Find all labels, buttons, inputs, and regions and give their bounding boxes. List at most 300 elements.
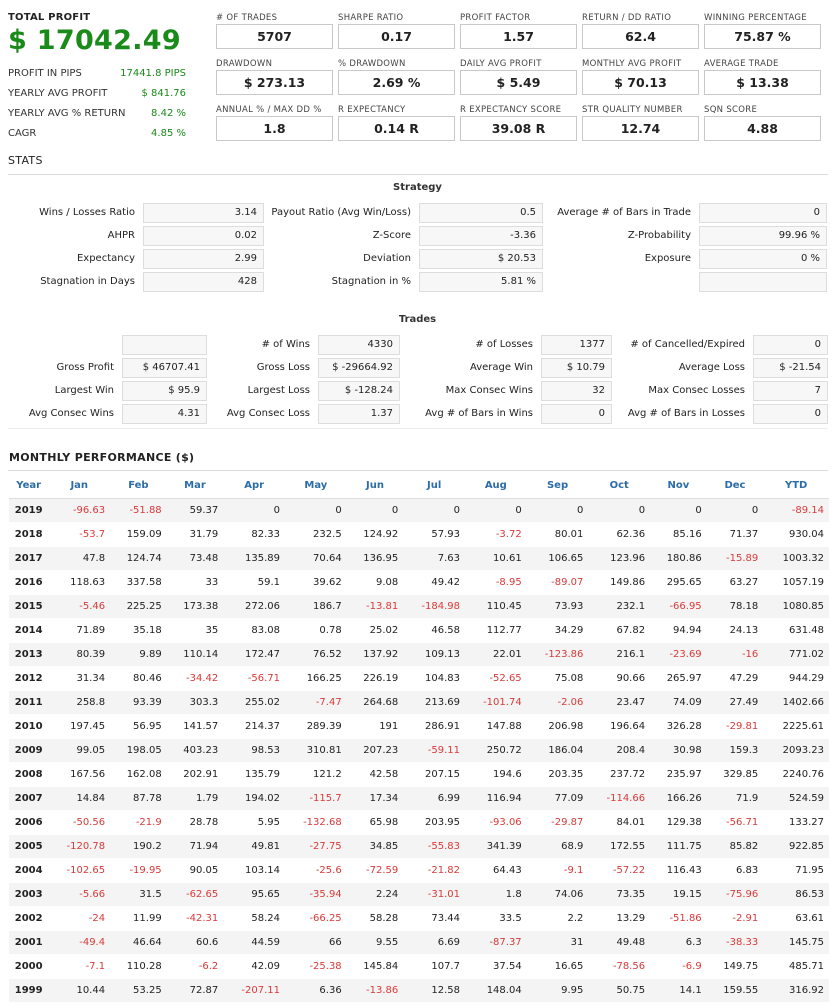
year-cell: 2017 xyxy=(9,546,48,570)
month-value-cell: -51.86 xyxy=(650,906,707,930)
month-value-cell: -9.1 xyxy=(527,858,589,882)
metric-value: 4.88 xyxy=(704,116,821,141)
month-value-cell: 250.72 xyxy=(465,738,527,762)
metric-box xyxy=(582,12,699,58)
month-value-cell: 255.02 xyxy=(223,690,285,714)
metric-label: RETURN / DD RATIO xyxy=(582,13,672,23)
metric-value: 1.8 xyxy=(216,116,333,141)
month-value-cell: 180.86 xyxy=(650,546,707,570)
trades-value xyxy=(122,335,207,355)
month-value-cell: -27.75 xyxy=(285,834,347,858)
month-value-cell: -7.1 xyxy=(48,954,110,978)
strategy-row xyxy=(0,224,835,247)
month-value-cell: 202.91 xyxy=(167,762,224,786)
month-value-cell: 197.45 xyxy=(48,714,110,738)
month-value-cell: 78.18 xyxy=(707,594,764,618)
month-value-cell: 53.25 xyxy=(110,978,167,1002)
table-row xyxy=(9,498,829,522)
strategy-cell xyxy=(549,203,827,223)
month-value-cell: -72.59 xyxy=(347,858,404,882)
strategy-value: 3.14 xyxy=(143,203,264,223)
month-value-cell: 286.91 xyxy=(403,714,465,738)
strategy-title: Strategy xyxy=(393,182,442,193)
trades-value: $ 46707.41 xyxy=(122,358,207,378)
metric-label: # OF TRADES xyxy=(216,13,278,23)
trades-label: # of Wins xyxy=(261,339,310,350)
month-value-cell: 9.95 xyxy=(527,978,589,1002)
month-value-cell: -52.65 xyxy=(465,666,527,690)
metric-value: 12.74 xyxy=(582,116,699,141)
month-value-cell: 162.08 xyxy=(110,762,167,786)
summary-stat-value: 17441.8 PIPS xyxy=(120,68,186,79)
month-value-cell: 33.5 xyxy=(465,906,527,930)
month-value-cell: 2225.61 xyxy=(763,714,829,738)
trades-value: 1.37 xyxy=(318,404,400,424)
month-value-cell: 74.06 xyxy=(527,882,589,906)
month-value-cell: 1057.19 xyxy=(763,570,829,594)
monthly-performance-table xyxy=(9,474,829,1003)
profit-summary xyxy=(8,12,186,144)
month-value-cell: 172.55 xyxy=(588,834,650,858)
month-value-cell: -96.63 xyxy=(48,498,110,522)
month-value-cell: 25.02 xyxy=(347,618,404,642)
month-value-cell: 235.97 xyxy=(650,762,707,786)
month-value-cell: 6.69 xyxy=(403,930,465,954)
table-row xyxy=(9,834,829,858)
table-row xyxy=(9,546,829,570)
metric-box xyxy=(704,12,821,58)
month-value-cell: 59.1 xyxy=(223,570,285,594)
table-body xyxy=(9,498,829,1002)
month-value-cell: 129.38 xyxy=(650,810,707,834)
month-value-cell: 39.62 xyxy=(285,570,347,594)
column-header-aug: Aug xyxy=(465,474,527,498)
month-value-cell: 1402.66 xyxy=(763,690,829,714)
month-value-cell: 9.89 xyxy=(110,642,167,666)
month-value-cell: 80.46 xyxy=(110,666,167,690)
monthly-title: MONTHLY PERFORMANCE ($) xyxy=(9,451,195,464)
trades-value: 7 xyxy=(753,381,828,401)
trades-value: $ 95.9 xyxy=(122,381,207,401)
month-value-cell: 71.9 xyxy=(707,786,764,810)
month-value-cell: -87.37 xyxy=(465,930,527,954)
month-value-cell: 60.6 xyxy=(167,930,224,954)
month-value-cell: 186.04 xyxy=(527,738,589,762)
month-value-cell: 316.92 xyxy=(763,978,829,1002)
month-value-cell: 0 xyxy=(223,498,285,522)
month-value-cell: 118.63 xyxy=(48,570,110,594)
strategy-row xyxy=(0,247,835,270)
metric-label: DAILY AVG PROFIT xyxy=(460,59,542,69)
column-header-jan: Jan xyxy=(48,474,110,498)
month-value-cell: 147.88 xyxy=(465,714,527,738)
metric-box xyxy=(582,58,699,104)
metric-label: PROFIT FACTOR xyxy=(460,13,531,23)
table-row xyxy=(9,786,829,810)
metric-value: 2.69 % xyxy=(338,70,455,95)
month-value-cell: 6.99 xyxy=(403,786,465,810)
month-value-cell: -6.2 xyxy=(167,954,224,978)
month-value-cell: 58.24 xyxy=(223,906,285,930)
month-value-cell: -93.06 xyxy=(465,810,527,834)
month-value-cell: 225.25 xyxy=(110,594,167,618)
strategy-label: Stagnation in % xyxy=(331,276,411,287)
trades-row xyxy=(0,379,835,402)
month-value-cell: 403.23 xyxy=(167,738,224,762)
column-header-may: May xyxy=(285,474,347,498)
strategy-value xyxy=(699,272,827,292)
month-value-cell: 68.9 xyxy=(527,834,589,858)
month-value-cell: 75.08 xyxy=(527,666,589,690)
trades-label: Average Loss xyxy=(678,362,745,373)
metric-box xyxy=(460,104,577,150)
total-profit-label: TOTAL PROFIT xyxy=(8,12,91,23)
month-value-cell: 173.38 xyxy=(167,594,224,618)
column-header-jun: Jun xyxy=(347,474,404,498)
table-row xyxy=(9,666,829,690)
month-value-cell: -207.11 xyxy=(223,978,285,1002)
month-value-cell: 58.28 xyxy=(347,906,404,930)
summary-stat-row xyxy=(8,104,186,124)
table-row xyxy=(9,858,829,882)
month-value-cell: -89.14 xyxy=(763,498,829,522)
month-value-cell: 0 xyxy=(588,498,650,522)
summary-stat-row xyxy=(8,64,186,84)
strategy-row xyxy=(0,201,835,224)
month-value-cell: 14.1 xyxy=(650,978,707,1002)
month-value-cell: 74.09 xyxy=(650,690,707,714)
month-value-cell: -8.95 xyxy=(465,570,527,594)
month-value-cell: -78.56 xyxy=(588,954,650,978)
month-value-cell: 63.27 xyxy=(707,570,764,594)
month-value-cell: 90.05 xyxy=(167,858,224,882)
month-value-cell: 214.37 xyxy=(223,714,285,738)
strategy-cell xyxy=(0,226,264,246)
month-value-cell: 213.69 xyxy=(403,690,465,714)
month-value-cell: -50.56 xyxy=(48,810,110,834)
month-value-cell: 106.65 xyxy=(527,546,589,570)
month-value-cell: 6.36 xyxy=(285,978,347,1002)
year-cell: 2005 xyxy=(9,834,48,858)
month-value-cell: 46.64 xyxy=(110,930,167,954)
summary-stat-row xyxy=(8,124,186,144)
month-value-cell: 203.95 xyxy=(403,810,465,834)
month-value-cell: -23.69 xyxy=(650,642,707,666)
strategy-cell xyxy=(0,249,264,269)
trades-label: Average Win xyxy=(469,362,533,373)
month-value-cell: 148.04 xyxy=(465,978,527,1002)
month-value-cell: 10.61 xyxy=(465,546,527,570)
column-header-mar: Mar xyxy=(167,474,224,498)
year-cell: 2004 xyxy=(9,858,48,882)
month-value-cell: 135.89 xyxy=(223,546,285,570)
month-value-cell: 149.75 xyxy=(707,954,764,978)
month-value-cell: 33 xyxy=(167,570,224,594)
month-value-cell: 232.1 xyxy=(588,594,650,618)
metric-value: 0.14 R xyxy=(338,116,455,141)
month-value-cell: 216.1 xyxy=(588,642,650,666)
month-value-cell: -51.88 xyxy=(110,498,167,522)
strategy-label: Wins / Losses Ratio xyxy=(39,207,135,218)
month-value-cell: 310.81 xyxy=(285,738,347,762)
month-value-cell: -5.66 xyxy=(48,882,110,906)
month-value-cell: 31.5 xyxy=(110,882,167,906)
trades-label: # of Losses xyxy=(475,339,533,350)
year-cell: 2003 xyxy=(9,882,48,906)
table-row xyxy=(9,570,829,594)
month-value-cell: 194.6 xyxy=(465,762,527,786)
month-value-cell: 0 xyxy=(403,498,465,522)
trades-cell xyxy=(210,381,400,401)
month-value-cell: 31.79 xyxy=(167,522,224,546)
month-value-cell: -56.71 xyxy=(223,666,285,690)
month-value-cell: -38.33 xyxy=(707,930,764,954)
strategy-value: 428 xyxy=(143,272,264,292)
column-header-oct: Oct xyxy=(588,474,650,498)
month-value-cell: 72.87 xyxy=(167,978,224,1002)
month-value-cell: 524.59 xyxy=(763,786,829,810)
month-value-cell: -2.91 xyxy=(707,906,764,930)
table-header-row xyxy=(9,474,829,498)
month-value-cell: 9.55 xyxy=(347,930,404,954)
trades-label: Largest Win xyxy=(54,385,114,396)
metric-value: 0.17 xyxy=(338,24,455,49)
metric-box xyxy=(216,104,333,150)
month-value-cell: -59.11 xyxy=(403,738,465,762)
strategy-value: 5.81 % xyxy=(419,272,543,292)
trades-cell xyxy=(413,358,612,378)
trades-cell xyxy=(0,404,207,424)
month-value-cell: 47.8 xyxy=(48,546,110,570)
trades-grid xyxy=(0,333,835,425)
month-value-cell: 95.65 xyxy=(223,882,285,906)
trades-value: $ -128.24 xyxy=(318,381,400,401)
summary-stats xyxy=(8,64,186,144)
month-value-cell: 44.59 xyxy=(223,930,285,954)
strategy-label: Average # of Bars in Trade xyxy=(557,207,691,218)
metric-label: STR QUALITY NUMBER xyxy=(582,105,683,115)
table-row xyxy=(9,618,829,642)
month-value-cell: 7.63 xyxy=(403,546,465,570)
strategy-cell xyxy=(549,272,827,292)
trades-value: 0 xyxy=(541,404,612,424)
trades-cell xyxy=(611,381,828,401)
metric-value: 62.4 xyxy=(582,24,699,49)
month-value-cell: 159.3 xyxy=(707,738,764,762)
metric-label: SQN SCORE xyxy=(704,105,758,115)
metric-boxes xyxy=(216,12,826,150)
metric-box xyxy=(338,12,455,58)
column-header-jul: Jul xyxy=(403,474,465,498)
month-value-cell: 46.58 xyxy=(403,618,465,642)
table-row xyxy=(9,810,829,834)
trades-value: 0 xyxy=(753,404,828,424)
month-value-cell: 87.78 xyxy=(110,786,167,810)
month-value-cell: 34.85 xyxy=(347,834,404,858)
summary-stat-label: YEARLY AVG % RETURN xyxy=(8,108,126,119)
metric-value: 39.08 R xyxy=(460,116,577,141)
metric-label: R EXPECTANCY xyxy=(338,105,406,115)
month-value-cell: 42.58 xyxy=(347,762,404,786)
metric-label: AVERAGE TRADE xyxy=(704,59,779,69)
month-value-cell: 85.82 xyxy=(707,834,764,858)
month-value-cell: 50.75 xyxy=(588,978,650,1002)
month-value-cell: 166.25 xyxy=(285,666,347,690)
month-value-cell: 49.48 xyxy=(588,930,650,954)
month-value-cell: 56.95 xyxy=(110,714,167,738)
month-value-cell: 196.64 xyxy=(588,714,650,738)
month-value-cell: 190.2 xyxy=(110,834,167,858)
total-profit-value: $ 17042.49 xyxy=(8,25,181,56)
month-value-cell: -102.65 xyxy=(48,858,110,882)
trades-row xyxy=(0,402,835,425)
table-row xyxy=(9,690,829,714)
month-value-cell: 66 xyxy=(285,930,347,954)
month-value-cell: 124.92 xyxy=(347,522,404,546)
column-header-sep: Sep xyxy=(527,474,589,498)
month-value-cell: 24.13 xyxy=(707,618,764,642)
strategy-cell xyxy=(269,226,543,246)
strategy-label: Z-Probability xyxy=(627,230,691,241)
month-value-cell: 103.14 xyxy=(223,858,285,882)
strategy-label: Expectancy xyxy=(76,253,135,264)
month-value-cell: -89.07 xyxy=(527,570,589,594)
trades-label: Largest Loss xyxy=(247,385,310,396)
month-value-cell: 0 xyxy=(707,498,764,522)
year-cell: 2013 xyxy=(9,642,48,666)
month-value-cell: 149.86 xyxy=(588,570,650,594)
month-value-cell: -49.4 xyxy=(48,930,110,954)
strategy-cell xyxy=(269,203,543,223)
month-value-cell: -21.82 xyxy=(403,858,465,882)
trades-cell xyxy=(210,404,400,424)
year-cell: 2006 xyxy=(9,810,48,834)
strategy-label: Deviation xyxy=(363,253,411,264)
trades-value: $ 10.79 xyxy=(541,358,612,378)
month-value-cell: 141.57 xyxy=(167,714,224,738)
year-cell: 2009 xyxy=(9,738,48,762)
month-value-cell: 172.47 xyxy=(223,642,285,666)
year-cell: 2010 xyxy=(9,714,48,738)
month-value-cell: 207.15 xyxy=(403,762,465,786)
trades-cell xyxy=(210,335,400,355)
trades-cell xyxy=(611,404,828,424)
summary-stat-row xyxy=(8,84,186,104)
table-row xyxy=(9,978,829,1002)
month-value-cell: 1.8 xyxy=(465,882,527,906)
month-value-cell: 64.43 xyxy=(465,858,527,882)
year-cell: 2019 xyxy=(9,498,48,522)
table-row xyxy=(9,954,829,978)
strategy-cell xyxy=(0,272,264,292)
trades-label: Gross Loss xyxy=(256,362,310,373)
month-value-cell: 237.72 xyxy=(588,762,650,786)
month-value-cell: 90.66 xyxy=(588,666,650,690)
month-value-cell: -101.74 xyxy=(465,690,527,714)
month-value-cell: 73.93 xyxy=(527,594,589,618)
month-value-cell: 76.52 xyxy=(285,642,347,666)
metric-value: 1.57 xyxy=(460,24,577,49)
column-header-apr: Apr xyxy=(223,474,285,498)
month-value-cell: 37.54 xyxy=(465,954,527,978)
summary-stat-label: CAGR xyxy=(8,128,37,139)
month-value-cell: -21.9 xyxy=(110,810,167,834)
month-value-cell: 11.99 xyxy=(110,906,167,930)
month-value-cell: -3.72 xyxy=(465,522,527,546)
table-row xyxy=(9,642,829,666)
metric-value: $ 273.13 xyxy=(216,70,333,95)
month-value-cell: 771.02 xyxy=(763,642,829,666)
month-value-cell: -115.7 xyxy=(285,786,347,810)
trades-label: Avg Consec Wins xyxy=(28,408,114,419)
month-value-cell: 121.2 xyxy=(285,762,347,786)
strategy-cell xyxy=(549,226,827,246)
month-value-cell: 42.09 xyxy=(223,954,285,978)
month-value-cell: 62.36 xyxy=(588,522,650,546)
month-value-cell: -7.47 xyxy=(285,690,347,714)
trades-label: Gross Profit xyxy=(56,362,114,373)
metric-box xyxy=(704,58,821,104)
month-value-cell: 0 xyxy=(527,498,589,522)
month-value-cell: 232.5 xyxy=(285,522,347,546)
month-value-cell: 166.26 xyxy=(650,786,707,810)
strategy-value: 0 xyxy=(699,203,827,223)
month-value-cell: 65.98 xyxy=(347,810,404,834)
trades-label: Avg Consec Loss xyxy=(226,408,310,419)
summary-stat-value: 4.85 % xyxy=(151,128,186,139)
trades-cell xyxy=(413,381,612,401)
month-value-cell: 944.29 xyxy=(763,666,829,690)
month-value-cell: 16.65 xyxy=(527,954,589,978)
summary-stat-value: 8.42 % xyxy=(151,108,186,119)
month-value-cell: -31.01 xyxy=(403,882,465,906)
metric-label: WINNING PERCENTAGE xyxy=(704,13,807,23)
month-value-cell: 0 xyxy=(465,498,527,522)
month-value-cell: 12.58 xyxy=(403,978,465,1002)
month-value-cell: 67.82 xyxy=(588,618,650,642)
month-value-cell: 124.74 xyxy=(110,546,167,570)
month-value-cell: 82.33 xyxy=(223,522,285,546)
month-value-cell: 295.65 xyxy=(650,570,707,594)
month-value-cell: 6.3 xyxy=(650,930,707,954)
strategy-value: $ 20.53 xyxy=(419,249,543,269)
month-value-cell: 167.56 xyxy=(48,762,110,786)
month-value-cell: 191 xyxy=(347,714,404,738)
month-value-cell: 6.83 xyxy=(707,858,764,882)
month-value-cell: 99.05 xyxy=(48,738,110,762)
strategy-label: Stagnation in Days xyxy=(40,276,135,287)
month-value-cell: 93.39 xyxy=(110,690,167,714)
month-value-cell: 23.47 xyxy=(588,690,650,714)
month-value-cell: -19.95 xyxy=(110,858,167,882)
month-value-cell: 5.95 xyxy=(223,810,285,834)
trades-cell xyxy=(210,358,400,378)
trades-value: 32 xyxy=(541,381,612,401)
month-value-cell: 226.19 xyxy=(347,666,404,690)
metric-label: DRAWDOWN xyxy=(216,59,273,69)
month-value-cell: 272.06 xyxy=(223,594,285,618)
month-value-cell: -29.87 xyxy=(527,810,589,834)
month-value-cell: 70.64 xyxy=(285,546,347,570)
trades-value: 1377 xyxy=(541,335,612,355)
strategy-value: 2.99 xyxy=(143,249,264,269)
month-value-cell: 83.08 xyxy=(223,618,285,642)
column-header-nov: Nov xyxy=(650,474,707,498)
month-value-cell: 28.78 xyxy=(167,810,224,834)
strategy-label: AHPR xyxy=(107,230,135,241)
trades-row xyxy=(0,333,835,356)
divider xyxy=(8,470,828,471)
